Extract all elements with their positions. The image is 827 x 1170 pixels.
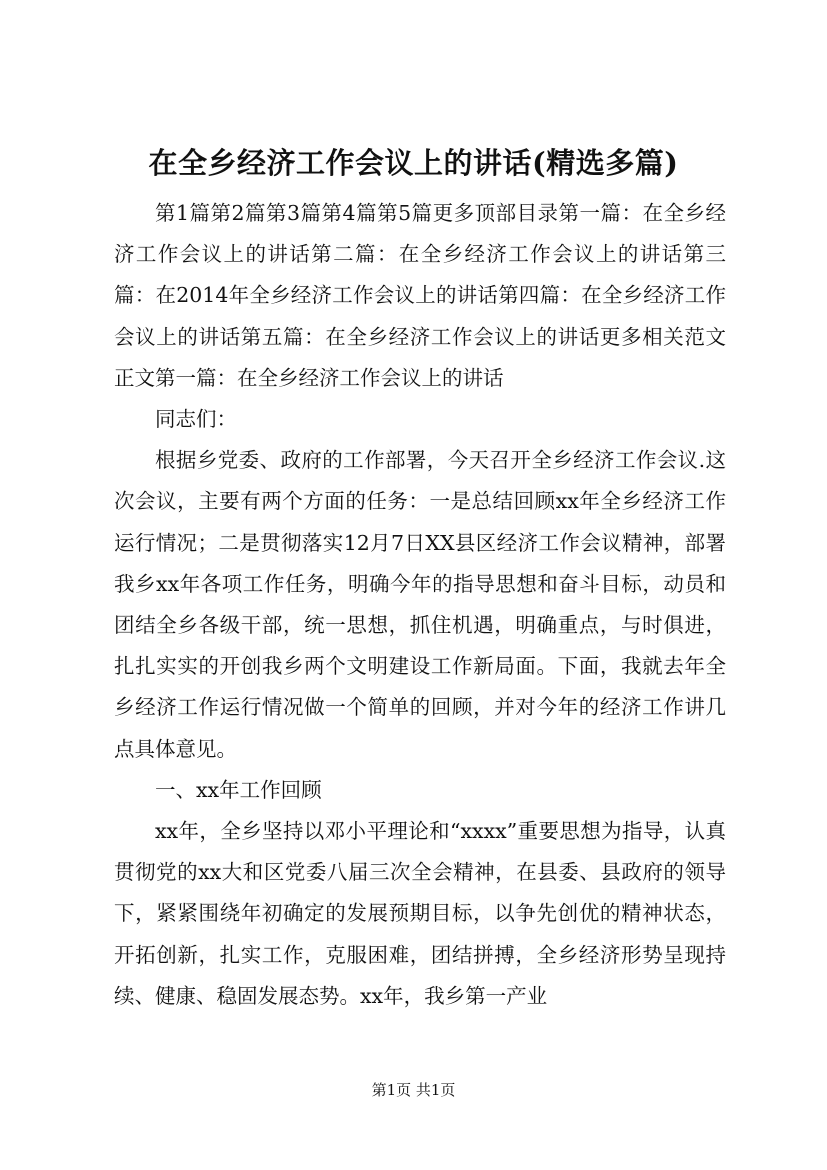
section-heading: 一、xx年工作回顾 [155,777,322,802]
document-title: 在全乡经济工作会议上的讲话(精选多篇) [148,146,679,180]
table-of-contents-paragraph: 第1篇第2篇第3篇第4篇第5篇更多顶部目录第一篇：在全乡经济工作会议上的讲话第二篇：在全乡经济工作会议上的讲话第三篇：在2014年全乡经济工作会议上的讲话第四篇：在全乡经济工作会议上的讲话第五篇：在全乡经济工作会议上的讲话更多相关范文正文第一篇：在全乡经济工作会议上的讲话 [114,201,726,390]
document-body [114,193,726,1017]
salutation-paragraph: 同志们： [155,407,237,432]
intro-paragraph: 根据乡党委、政府的工作部署，今天召开全乡经济工作会议.这次会议，主要有两个方面的任务：一是总结回顾xx年全乡经济工作运行情况；二是贯彻落实12月7日XX县区经济工作会议精神，部署我乡xx年各项工作任务，明确今年的指导思想和奋斗目标，动员和团结全乡各级干部，统一思想，抓住机遇，明确重点，与时俱进，扎扎实实的开创我乡两个文明建设工作新局面。下面，我就去年全乡经济工作运行情况做一个简单的回顾，并对今年的经济工作讲几点具体意见。 [114,448,726,761]
review-paragraph: xx年，全乡坚持以邓小平理论和“xxxx”重要思想为指导，认真贯彻党的xx大和区党委八届三次全会精神，在县委、县政府的领导下，紧紧围绕年初确定的发展预期目标，以争先创优的精神状态，开拓创新，扎实工作，克服困难，团结拼搏，全乡经济形势呈现持续、健康、稳固发展态势。xx年，我乡第一产业 [114,819,726,1008]
page-footer: 第1页 共1页 [371,1081,456,1099]
